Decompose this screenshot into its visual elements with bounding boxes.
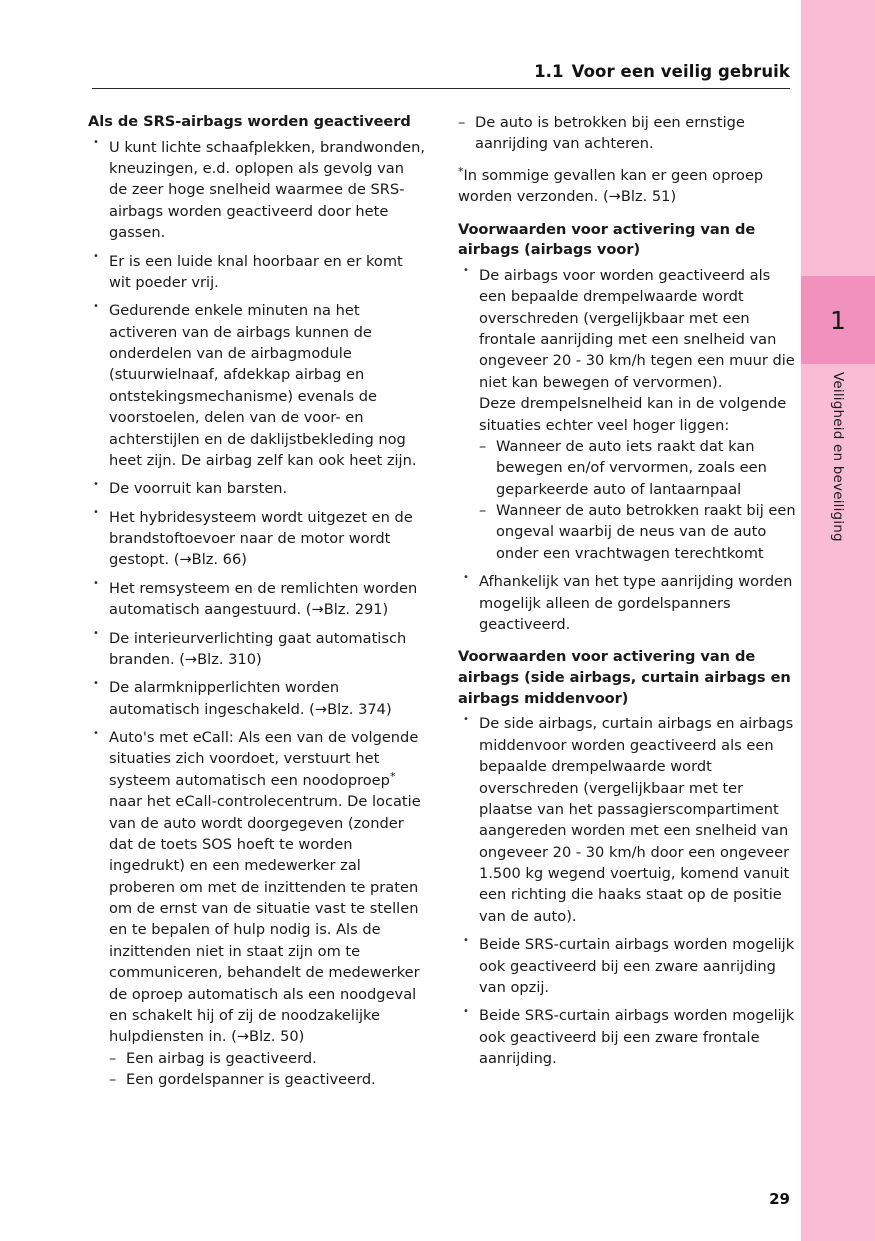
bullet-text: Beide SRS-curtain airbags worden mogelijk ook geactiveerd bij een zware aanrijding van opzij. <box>479 936 795 996</box>
bullet-text: Afhankelijk van het type aanrijding worden mogelijk alleen de gordelspanners geactiveerd. <box>479 573 793 633</box>
right-column <box>458 112 796 1097</box>
dash-text: De auto is betrokken bij een ernstige aanrijding van achteren. <box>475 114 745 153</box>
continued-sub-list <box>458 112 796 155</box>
list-item <box>88 251 426 294</box>
list-item <box>458 1005 796 1069</box>
list-item-ecall <box>88 727 426 1090</box>
ecall-sub-list <box>109 1048 426 1091</box>
page-number: 29 <box>769 1190 790 1208</box>
header-divider <box>92 88 790 89</box>
left-column-bullet-list <box>88 137 426 1091</box>
chapter-number: 1 <box>830 305 846 335</box>
list-item <box>479 436 796 500</box>
bullet-text: Het hybridesysteem wordt uitgezet en de brandstoftoevoer naar de motor wordt gestopt. (→Blz. 66) <box>109 508 413 569</box>
threshold-sub-list <box>479 436 796 564</box>
ecall-text-before-star: Auto's met eCall: Als een van de volgende situaties zich voordoet, verstuurt het systeem automatisch een noodoproep <box>109 729 419 789</box>
ecall-text-after-star: naar het eCall-controlecentrum. De locatie van de auto wordt doorgegeven (zonder dat de toets SOS hoeft te worden ingedrukt) en een medewerker zal proberen om met de inzittenden te praten om de ernst van de situatie vast te stellen en te bepalen of hulp nodig is. Als de inzittenden niet in staat zijn om te communiceren, behandelt de medewerker de oproep automatisch als een noodgeval en schakelt hij of zij de noodzakelijke hulpdiensten in. (→Blz. 50) <box>109 793 421 1046</box>
bullet-text: De alarmknipperlichten worden automatisch ingeschakeld. (→Blz. 374) <box>109 679 392 718</box>
bullet-text: Gedurende enkele minuten na het activeren van de airbags kunnen de onderdelen van de airbagmodule (stuurwielnaaf, afdekkap airbag en ontstekingsmechanisme) evenals de voorstoelen, delen van de voor- en achterstijlen en de daklijstbekleding nog heet zijn. De airbag zelf kan ook heet zijn. <box>109 302 417 469</box>
list-item <box>88 300 426 471</box>
two-column-body <box>0 112 801 1097</box>
list-item <box>458 265 796 564</box>
list-item <box>458 934 796 998</box>
bullet-text: De interieurverlichting gaat automatisch branden. (→Blz. 310) <box>109 629 407 668</box>
dash-text: Wanneer de auto betrokken raakt bij een ongeval waarbij de neus van de auto onder een vrachtwagen terechtkomt <box>496 502 796 562</box>
list-item <box>88 137 426 244</box>
right-column-bullet-list-2 <box>458 713 796 1069</box>
bullet-text: Beide SRS-curtain airbags worden mogelijk ook geactiveerd bij een zware frontale aanrijding. <box>479 1007 795 1068</box>
chapter-tab-strip <box>801 0 875 1241</box>
list-item <box>458 713 796 927</box>
footnote-note <box>458 165 796 208</box>
list-item <box>88 507 426 571</box>
list-item <box>88 578 426 621</box>
chapter-label: Veiligheid en beveiliging <box>830 372 846 542</box>
footnote-marker: * <box>458 164 464 178</box>
bullet-text: De side airbags, curtain airbags en airbags middenvoor worden geactiveerd als een bepaalde drempelwaarde wordt overschreden (vergelijkbaar met ter plaatse van het passagierscompartiment aangereden worden met een snelheid van ongeveer 20 - 30 km/h door een ongeveer 1.500 kg wegend voertuig, komend vanuit een richting die haaks staat op de positie van de auto). <box>479 715 794 925</box>
list-item <box>109 1048 426 1069</box>
footnote-text: In sommige gevallen kan er geen oproep worden verzonden. (→Blz. 51) <box>458 166 764 206</box>
right-column-heading-1: Voorwaarden voor activering van de airbags (airbags voor) <box>458 220 756 259</box>
page-header <box>92 62 790 89</box>
left-column <box>88 112 426 1097</box>
list-item <box>88 628 426 671</box>
bullet-text: Er is een luide knal hoorbaar en er komt wit poeder vrij. <box>109 252 403 291</box>
bullet-text: U kunt lichte schaafplekken, brandwonden, kneuzingen, e.d. oplopen als gevolg van de zeer hoge snelheid waarmee de SRS-airbags worden geactiveerd door hete gassen. <box>109 138 425 242</box>
chapter-label-block <box>801 372 875 672</box>
header-title <box>92 62 790 88</box>
list-item <box>458 571 796 635</box>
bullet-continuation: Deze drempelsnelheid kan in de volgende situaties echter veel hoger liggen: <box>479 395 787 434</box>
bullet-text: De voorruit kan barsten. <box>109 480 288 498</box>
header-section-title: Voor een veilig gebruik <box>571 62 790 81</box>
list-item <box>88 677 426 720</box>
dash-text: Wanneer de auto iets raakt dat kan bewegen en/of vervormen, zoals een geparkeerde auto of lantaarnpaal <box>496 437 767 498</box>
left-column-heading: Als de SRS-airbags worden geactiveerd <box>88 113 411 130</box>
bullet-text: Het remsysteem en de remlichten worden automatisch aangestuurd. (→Blz. 291) <box>109 579 418 619</box>
right-column-bullet-list-1 <box>458 265 796 635</box>
list-item <box>479 500 796 564</box>
list-item <box>109 1069 426 1090</box>
header-section-number: 1.1 <box>534 62 564 81</box>
footnote-marker: * <box>389 769 396 783</box>
bullet-text: De airbags voor worden geactiveerd als een bepaalde drempelwaarde wordt overschreden (vergelijkbaar met een frontale aanrijding met een snelheid van ongeveer 20 - 30 km/h tegen een muur die niet kan bewegen of vervormen). <box>479 266 795 391</box>
dash-text: Een gordelspanner is geactiveerd. <box>126 1071 376 1089</box>
chapter-number-block <box>801 276 875 364</box>
spacer <box>458 155 796 165</box>
list-item <box>458 112 796 155</box>
dash-text: Een airbag is geactiveerd. <box>126 1049 317 1067</box>
right-column-heading-2: Voorwaarden voor activering van de airbags (side airbags, curtain airbags en airbags middenvoor) <box>458 648 791 707</box>
list-item <box>88 478 426 499</box>
